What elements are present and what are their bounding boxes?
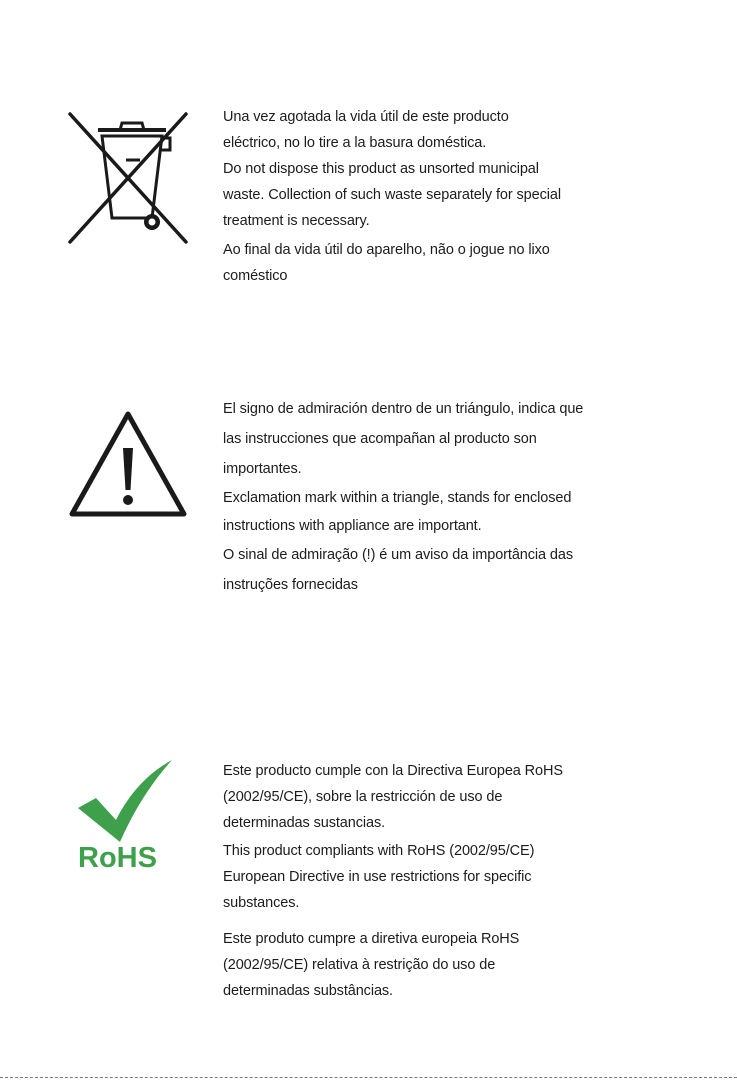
rohs-logo [76,758,180,878]
weee-notice [223,104,673,289]
rohs-logo-text: RoHS [78,842,157,874]
page-bottom-border [0,1077,737,1078]
rohs-checkmark-icon [76,758,180,842]
weee-text-pt: Ao final da vida útil do aparelho, não o jogue no lixo coméstico [223,242,550,284]
rohs-notice [223,758,673,1004]
rohs-text-es: Este producto cumple con la Directiva Europea RoHS (2002/95/CE), sobre la restricción de uso de determinadas sustancias. [223,763,563,831]
weee-text-en: Do not dispose this product as unsorted municipal waste. Collection of such waste separately for special treatment is necessary. [223,161,561,229]
weee-text-es: Una vez agotada la vida útil de este producto eléctrico, no lo tire a la basura doméstica. [223,109,509,151]
warning-text-es: El signo de admiración dentro de un triángulo, indica que las instrucciones que acompañan al producto son importantes. [223,401,584,477]
warning-text-en: Exclamation mark within a triangle, stands for enclosed instructions with appliance are important. [223,490,572,534]
rohs-text-en: This product compliants with RoHS (2002/95/CE) European Directive in use restrictions for specific substances. [223,843,535,911]
crossed-out-wheelie-bin-icon [66,110,190,246]
warning-text-pt: O sinal de admiração (!) é um aviso da importância das instruções fornecidas [223,547,574,593]
warning-notice [223,394,673,600]
rohs-text-pt: Este produto cumpre a diretiva europeia RoHS (2002/95/CE) relativa à restrição do uso de determinadas substâncias. [223,931,520,999]
warning-triangle-icon [66,408,190,520]
